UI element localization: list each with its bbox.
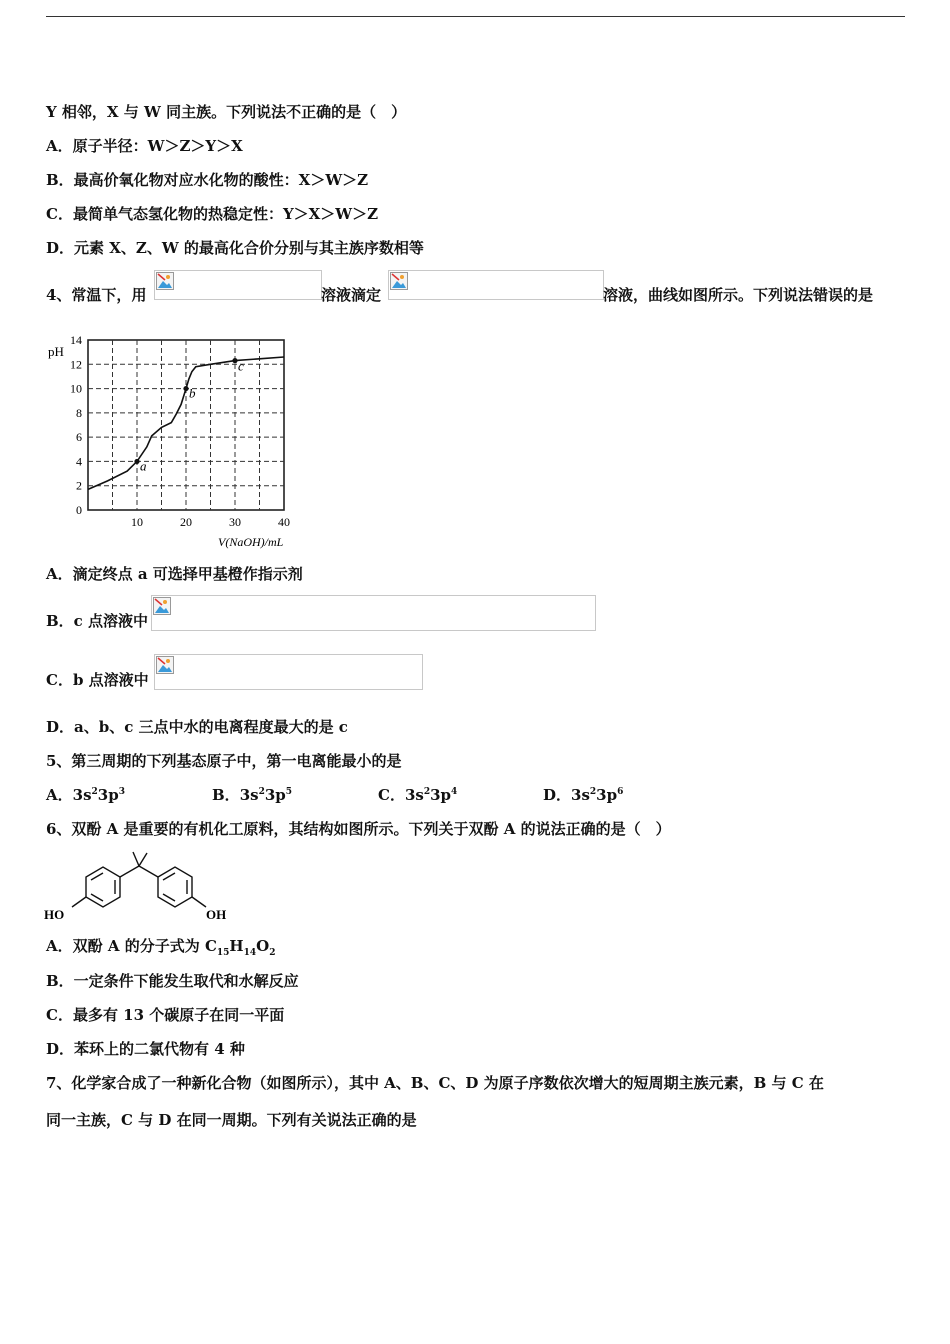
q4-stem-part2: 溶液滴定 [321,286,382,304]
header-rule [46,16,905,17]
x-tick-label: 20 [180,515,192,529]
broken-image-icon [390,272,408,290]
q6-option-c: C．最多有 13 个碳原子在同一平面 [46,1006,285,1024]
q3-option-a: A．原子半径：W＞Z＞Y＞X [46,137,243,155]
q5-option-c: C．$3s^23p^4$ [378,786,458,804]
titration-chart [42,332,312,552]
q6-option-d: D．苯环上的二氯代物有 4 种 [46,1040,245,1058]
x-axis-label: V(NaOH)/mL [218,535,284,549]
q3-option-c: C．最简单气态氢化物的热稳定性：Y＞X＞W＞Z [46,205,379,223]
y-axis-label: pH [48,344,64,359]
hydroxyl-right-label: OH [206,907,227,922]
x-tick-labels [131,515,290,529]
broken-image-icon [156,656,174,674]
broken-formula-image [154,654,423,690]
hydroxyl-left-label: HO [44,907,65,922]
q3-option-d: D．元素 X、Z、W 的最高化合价分别与其主族序数相等 [46,239,424,257]
q7-stem-line1: 7、化学家合成了一种新化合物（如图所示），其中 A、B、C、D 为原子序数依次增大的短周期主族元素，B 与 C 在 [46,1074,824,1092]
q6-option-a: A．双酚 A 的分子式为 $C_{15}H_{14}O_2$ [46,937,276,958]
q3-option-b: B．最高价氧化物对应水化物的酸性：X＞W＞Z [46,171,369,189]
point-a-label: a [140,458,147,474]
x-tick-label: 30 [229,515,241,529]
q4-option-a: A．滴定终点 a 可选择甲基橙作指示剂 [46,565,303,583]
broken-image-icon [156,272,174,290]
y-tick-label: 12 [70,357,82,372]
y-tick-label: 8 [76,405,82,420]
y-tick-label: 6 [76,430,82,445]
point-a-marker [134,459,139,464]
q7-stem-line2: 同一主族，C 与 D 在同一周期。下列有关说法正确的是 [46,1111,417,1129]
y-tick-label: 4 [76,454,82,469]
point-c-marker [232,358,237,363]
q4-option-d: D．a、b、c 三点中水的电离程度最大的是 c [46,718,348,736]
broken-image-icon [153,597,171,615]
y-tick-label: 2 [76,478,82,493]
q5-stem: 5、第三周期的下列基态原子中，第一电离能最小的是 [46,752,402,770]
q4-option-c: C．b 点溶液中 [46,671,149,689]
broken-formula-image [388,270,604,300]
y-tick-label: 14 [70,333,82,347]
q5-option-d: D．$3s^23p^6$ [543,786,624,804]
q5-option-a: A．$3s^23p^3$ [46,786,125,804]
broken-formula-image [151,595,596,631]
broken-formula-image [154,270,322,300]
q6-option-b: B．一定条件下能发生取代和水解反应 [46,972,299,990]
x-tick-label: 10 [131,515,143,529]
point-b-marker [183,386,188,391]
bisphenol-a-structure [42,850,242,930]
q3-stem: Y 相邻，X 与 W 同主族。下列说法不正确的是（ ） [46,103,407,121]
x-tick-label: 40 [278,515,290,529]
y-tick-labels [70,333,82,517]
y-tick-label: 0 [76,503,82,517]
point-b-label: b [189,385,196,401]
y-tick-label: 10 [70,381,82,396]
q4-option-b: B．c 点溶液中 [46,612,149,630]
q5-option-b: B．$3s^23p^5$ [212,786,293,804]
q4-stem-part1: 4、常温下，用 [46,286,147,304]
q6-stem: 6、双酚 A 是重要的有机化工原料，其结构如图所示。下列关于双酚 A 的说法正确的是（ ） [46,820,671,838]
q4-stem-part3: 溶液，曲线如图所示。下列说法错误的是 [603,286,874,304]
point-c-label: c [238,358,244,374]
